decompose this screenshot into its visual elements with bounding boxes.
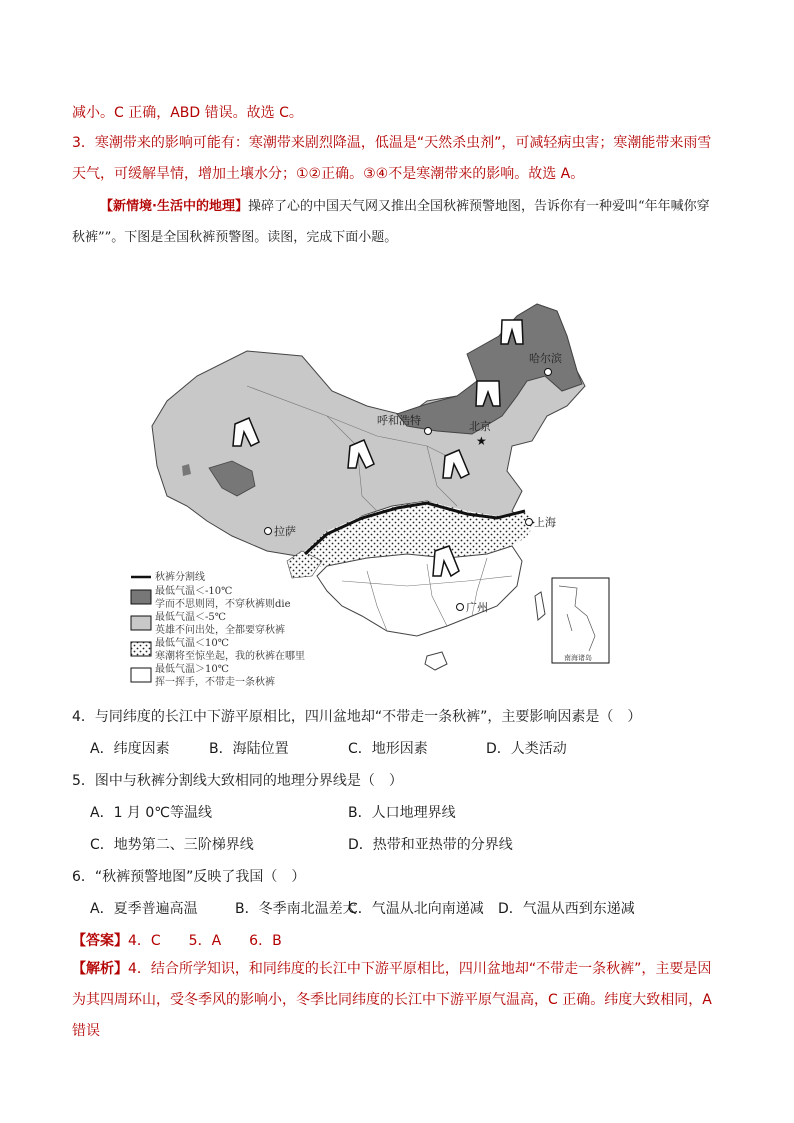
svg-text:哈尔滨: 哈尔滨 <box>529 352 562 365</box>
question-6-option-d[interactable]: D．气温从西到东递减 <box>498 901 635 917</box>
question-4-option-c[interactable]: C．地形因素 <box>348 741 428 757</box>
question-5-option-a[interactable]: A．1 月 0℃等温线 <box>90 805 213 821</box>
taiwan-island <box>535 592 545 620</box>
svg-text:秋裤分割线: 秋裤分割线 <box>155 572 205 583</box>
svg-text:上海: 上海 <box>534 516 556 529</box>
answer-label: 【答案】 <box>72 933 128 949</box>
svg-text:拉萨: 拉萨 <box>274 525 296 538</box>
explanation-3: 3．寒潮带来的影响可能有：寒潮带来剧烈降温，低温是“天然杀虫剂”，可减轻病虫害；寒潮能带来雨雪天气，可缓解旱情，增加土壤水分；①②正确。③④不是寒潮带来的影响。故选 A。 <box>72 135 712 182</box>
question-5-option-d[interactable]: D．热带和亚热带的分界线 <box>348 837 513 853</box>
context-text: 操碎了心的中国天气网又推出全国秋裤预警地图，告诉你有一种爱叫“年年喊你穿秋裤””。下图是全国秋裤预警图。读图，完成下面小题。 <box>72 199 710 245</box>
question-6-stem: 6．“秋裤预警地图”反映了我国（ ） <box>72 869 306 885</box>
region-dark-gray <box>397 304 582 434</box>
question-4-option-d[interactable]: D．人类活动 <box>486 741 567 757</box>
svg-text:广州: 广州 <box>466 601 488 614</box>
svg-text:英雄不问出处，全都要穿秋裤: 英雄不问出处，全都要穿秋裤 <box>155 625 285 636</box>
analysis-text: 4．结合所学知识，和同纬度的长江中下游平原相比，四川盆地却“不带走一条秋裤”，主要是因为其四周环山，受冬季风的影响小，冬季比同纬度的长江中下游平原气温高，C 正确。纬度大致相同，A 错误 <box>72 961 712 1039</box>
svg-text:呼和浩特: 呼和浩特 <box>377 414 421 427</box>
analysis-paragraph <box>72 954 722 1047</box>
svg-text:寒潮将至惊坐起，我的秋裤在哪里: 寒潮将至惊坐起，我的秋裤在哪里 <box>155 651 305 662</box>
svg-text:★: ★ <box>476 434 487 448</box>
svg-text:南海诸岛: 南海诸岛 <box>564 654 592 662</box>
question-5-option-c[interactable]: C．地势第二、三阶梯界线 <box>90 837 254 853</box>
map-legend <box>131 570 305 688</box>
hainan-island <box>425 652 447 670</box>
svg-text:学而不思则罔，不穿秋裤则die: 学而不思则罔，不穿秋裤则die <box>155 599 291 610</box>
qiuku-warning-map <box>127 296 617 701</box>
answer-text: 4．C 5．A 6．B <box>128 933 282 949</box>
svg-text:北京: 北京 <box>469 420 491 433</box>
svg-text:最低气温＜-10℃: 最低气温＜-10℃ <box>155 586 233 597</box>
question-6-option-c[interactable]: C．气温从北向南递减 <box>348 901 484 917</box>
context-paragraph <box>72 191 722 253</box>
question-4-option-a[interactable]: A．纬度因素 <box>90 741 170 757</box>
question-4-stem: 4．与同纬度的长江中下游平原相比，四川盆地却“不带走一条秋裤”，主要影响因素是（ ） <box>72 709 642 725</box>
south-china-sea-inset <box>552 578 609 663</box>
question-5-option-b[interactable]: B．人口地理界线 <box>348 805 456 821</box>
previous-answer-tail: 减小。C 正确，ABD 错误。故选 C。 <box>72 105 303 121</box>
question-5-stem: 5．图中与秋裤分割线大致相同的地理分界线是（ ） <box>72 773 403 789</box>
svg-text:最低气温＞10℃: 最低气温＞10℃ <box>155 664 229 675</box>
analysis-label: 【解析】 <box>72 961 128 977</box>
question-6-option-a[interactable]: A．夏季普遍高温 <box>90 901 198 917</box>
context-tag: 【新情境·生活中的地理】 <box>100 199 248 214</box>
svg-text:最低气温＜-5℃: 最低气温＜-5℃ <box>155 612 226 623</box>
question-4-option-b[interactable]: B．海陆位置 <box>209 741 289 757</box>
answer-line <box>72 930 282 950</box>
svg-text:最低气温＜10℃: 最低气温＜10℃ <box>155 638 229 649</box>
question-6-option-b[interactable]: B．冬季南北温差大 <box>235 901 357 917</box>
svg-text:挥一挥手，不带走一条秋裤: 挥一挥手，不带走一条秋裤 <box>155 677 275 688</box>
